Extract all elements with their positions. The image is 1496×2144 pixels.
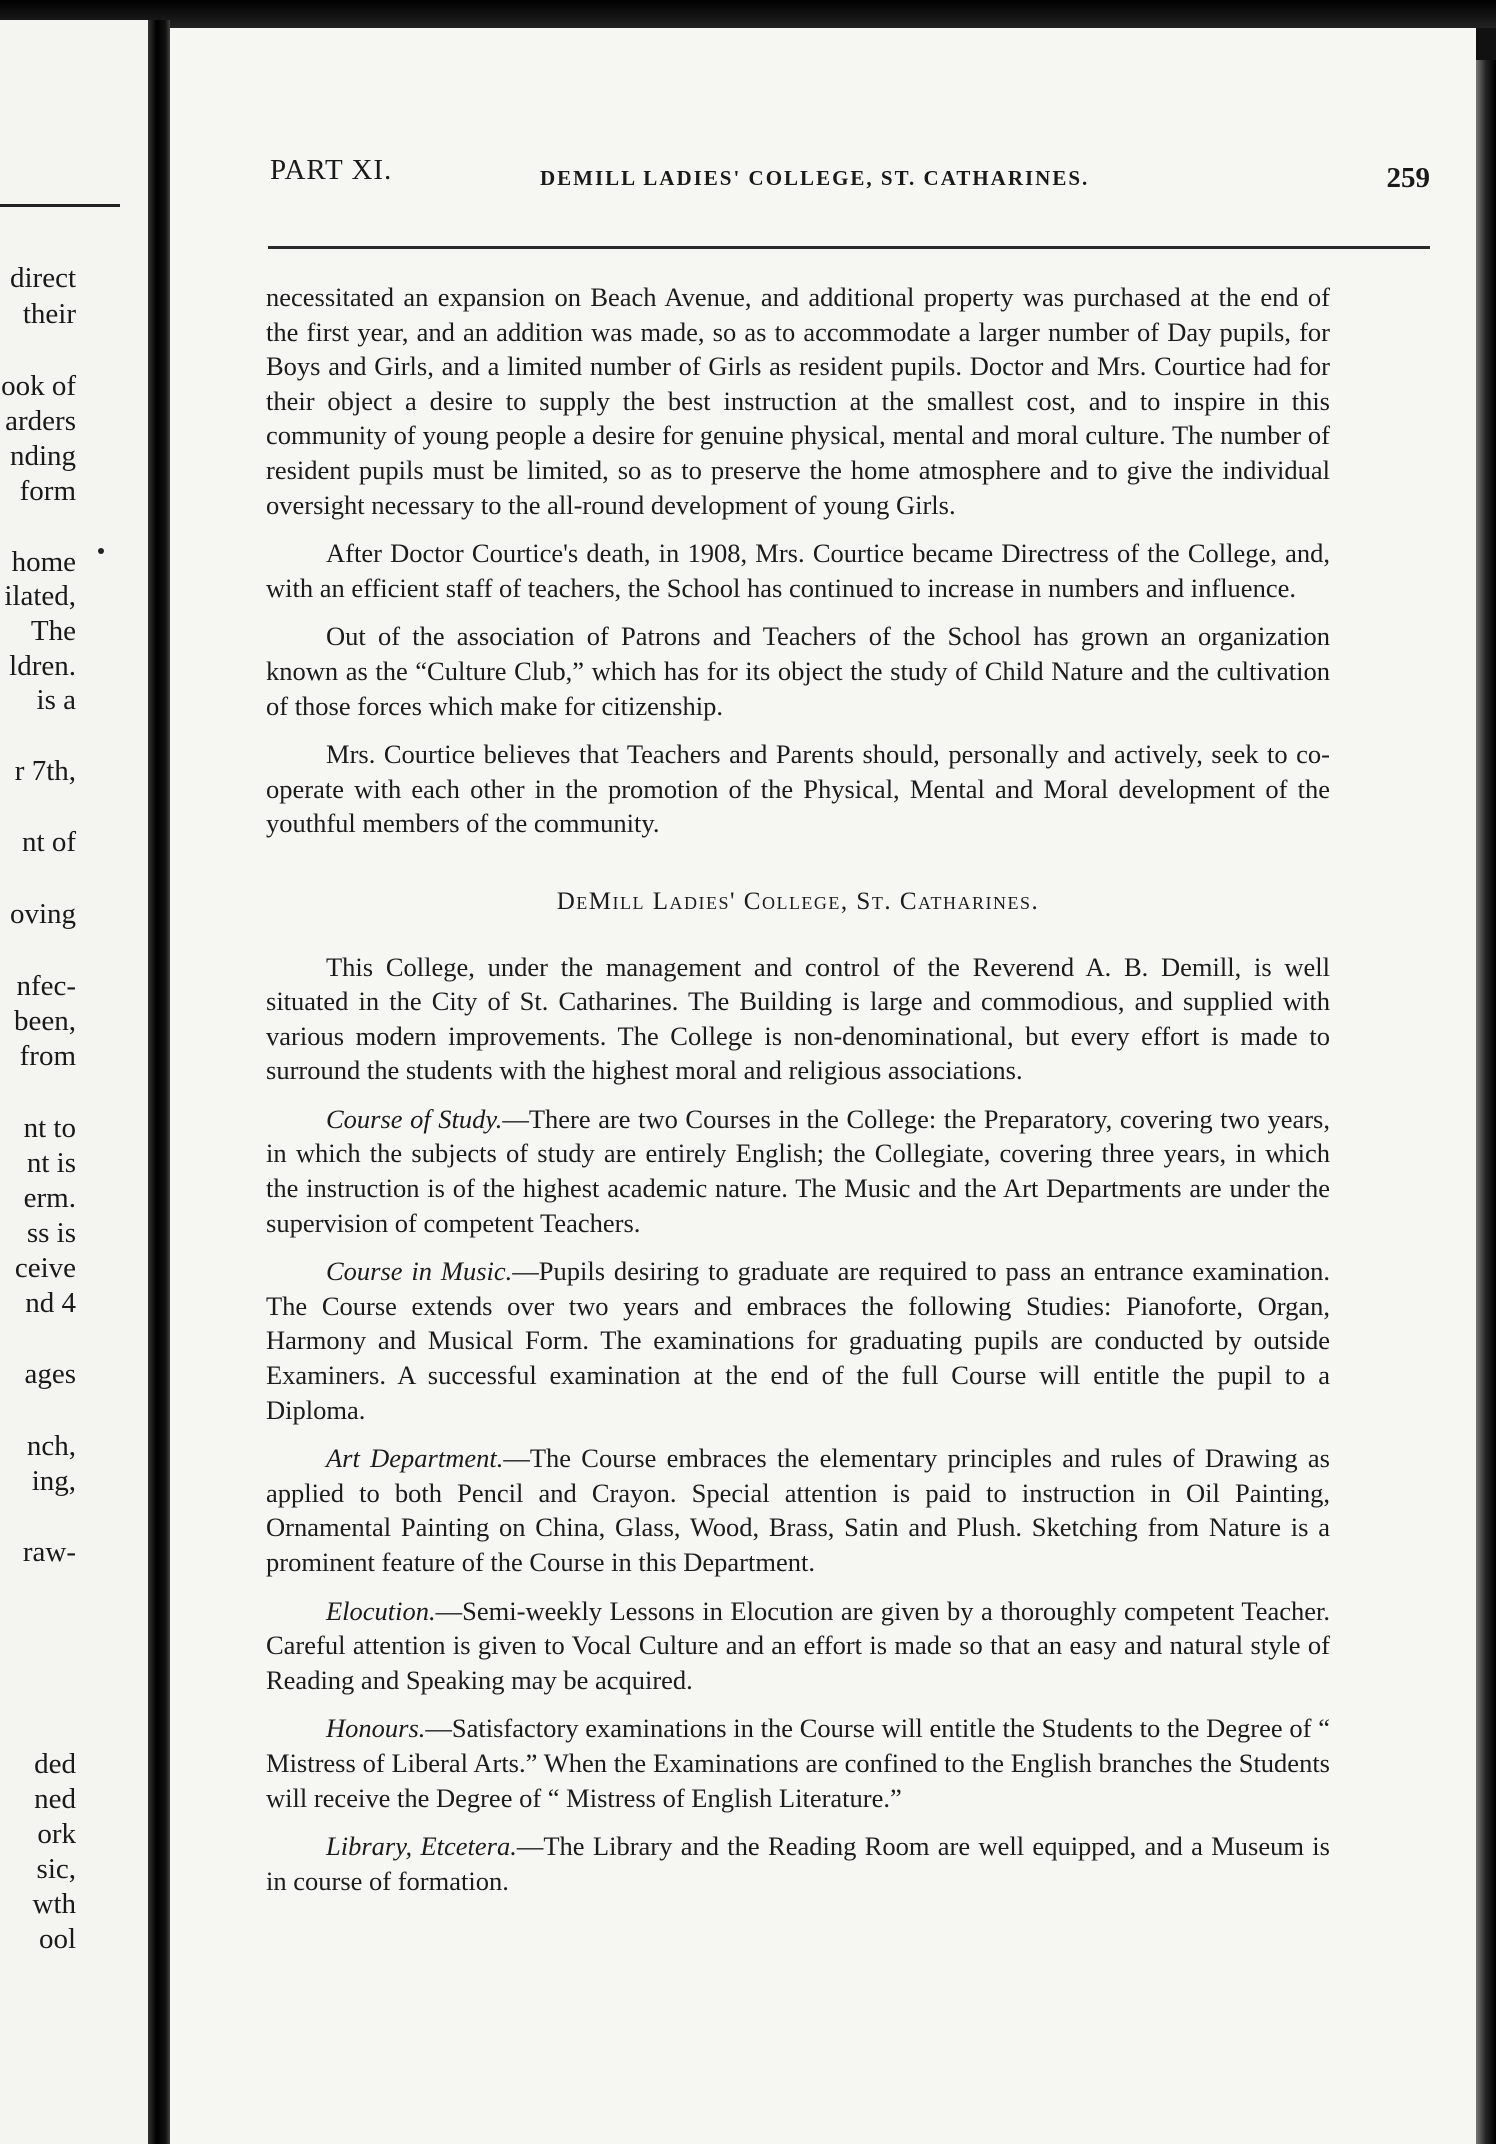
left-fragment: wth [32,1888,76,1920]
paragraph [266,1254,1330,1427]
left-fragment: ork [37,1818,76,1850]
paragraph-lead: Honours. [326,1713,426,1744]
paragraph-lead: Course in Music. [326,1256,513,1287]
left-fragment: from [19,1040,76,1072]
left-fragment: The [30,615,76,647]
header-rule [268,246,1430,249]
running-header [270,154,1430,204]
paragraph [266,1711,1330,1815]
header-part: PART XI. [270,154,393,186]
left-page-edge [0,20,148,2144]
page-body [266,280,1330,1912]
left-fragment: nd 4 [25,1287,76,1319]
left-fragment: ing, [31,1465,76,1497]
paragraph-lead: Art Department. [326,1443,504,1474]
paragraph [266,1829,1330,1898]
left-fragment: direct [9,262,76,294]
paragraph-text: —Semi-weekly Lessons in Elocution are given by a thoroughly competent Teacher. Careful attention is given to Vocal Culture and an effort is made so that an easy and natural style of Reading and Speaking may be acquired. [266,1595,1330,1695]
paragraph: Out of the association of Patrons and Teachers of the School has grown an organization known as the “Culture Club,” which has for its object the study of Child Nature and the cultivation of those forces which make for citizenship. [266,621,1330,721]
left-fragment: raw- [22,1536,76,1568]
left-fragment: ldren. [9,650,76,682]
left-page-rule [0,204,120,207]
left-fragment: nfec- [16,970,76,1002]
right-page-edge [1476,60,1496,2144]
left-fragment: nt is [26,1147,76,1179]
left-fragment: r 7th, [14,755,76,787]
left-fragment: been, [14,1005,76,1037]
book-gutter [148,20,170,2144]
left-fragment: nt of [22,826,76,858]
header-title: DEMILL LADIES' COLLEGE, ST. CATHARINES. [540,166,1090,190]
paragraph: This College, under the management and control of the Reverend A. B. Demill, is well situated in the City of St. Catharines. The Building is large and commodious, and supplied with various modern improvements. The College is non-denominational, but every effort is made to surround the students with the highest moral and religious associations. [266,951,1330,1086]
paragraph [266,1594,1330,1698]
left-fragment: ilated, [4,580,76,612]
paragraph: Mrs. Courtice believes that Teachers and Parents should, personally and actively, seek to co-operate with each other in the promotion of the Physical, Mental and Moral development of the youthful members of the community. [266,739,1330,839]
top-shadow [0,0,1496,28]
right-page [170,28,1476,2144]
paragraph-text: —The Course embraces the elementary principles and rules of Drawing as applied to both Pencil and Crayon. Special attention is paid to instruction in Oil Painting, Ornamental Painting on China, Glass, Wood, Brass, Satin and Plush. Sketching from Nature is a prominent feature of the Course in this Department. [266,1443,1330,1577]
left-fragment: ned [34,1783,76,1815]
page-number: 259 [1386,162,1430,194]
left-fragment: ceive [14,1252,76,1284]
paragraph-text: —Pupils desiring to graduate are required to pass an entrance examination. The Course extends over two years and embraces the following Studies: Pianoforte, Organ, Harmony and Musical Form. The examinations for graduating pupils are conducted by outside Examiners. A successful examination at the end of the full Course will entitle the pupil to a Diploma. [266,1256,1330,1425]
left-fragment: nding [9,440,76,472]
left-fragment: their [22,298,76,330]
left-fragment: ss is [26,1217,76,1249]
paragraph [266,1441,1330,1579]
left-fragment: oving [9,898,76,930]
paragraph-lead: Library, Etcetera. [326,1831,517,1862]
left-fragment: nch, [26,1430,76,1462]
left-fragment: ook of [1,370,76,402]
section-heading: DeMill Ladies' College, St. Catharines. [556,887,1040,915]
left-fragment: erm. [23,1182,76,1214]
left-fragment: home [11,546,76,578]
left-fragment: ded [34,1748,76,1780]
left-fragment: is a [36,684,76,716]
paragraph-text: —Satisfactory examinations in the Course will entitle the Students to the Degree of “ Mistress of Liberal Arts.” When the Examinations are confined to the English branches the Students will receive the Degree of “ Mistress of English Literature.” [266,1713,1330,1813]
left-fragment: nt to [23,1112,76,1144]
left-page-mark [98,548,104,554]
paragraph-text: —There are two Courses in the College: the Preparatory, covering two years, in which the subjects of study are entirely English; the Collegiate, covering three years, in which the instruction is of the highest academic nature. The Music and the Art Departments are under the supervision of competent Teachers. [266,1103,1330,1238]
left-fragment: form [19,475,76,507]
left-fragment: ool [38,1923,76,1955]
paragraph-lead: Course of Study. [326,1103,503,1134]
paragraph [266,1102,1330,1240]
left-fragment: sic, [36,1853,76,1885]
left-fragment: arders [5,405,76,437]
paragraph-text: —The Library and the Reading Room are well equipped, and a Museum is in course of formation. [266,1831,1330,1896]
left-fragment: ages [24,1358,76,1390]
paragraph: necessitated an expansion on Beach Avenue, and additional property was purchased at the end of the first year, and an addition was made, so as to accommodate a larger number of Day pupils, for Boys and Girls, and a limited number of Girls as resident pupils. Doctor and Mrs. Courtice had for their object a desire to supply the best instruction at the smallest cost, and to inspire in this community of young people a desire for genuine physical, mental and moral culture. The number of resident pupils must be limited, so as to preserve the home atmosphere and to give the individual oversight necessary to the all-round development of young Girls. [266,282,1330,520]
paragraph-lead: Elocution. [326,1595,436,1626]
paragraph: After Doctor Courtice's death, in 1908, Mrs. Courtice became Directress of the College, and, with an efficient staff of teachers, the School has continued to increase in numbers and influence. [266,538,1330,603]
